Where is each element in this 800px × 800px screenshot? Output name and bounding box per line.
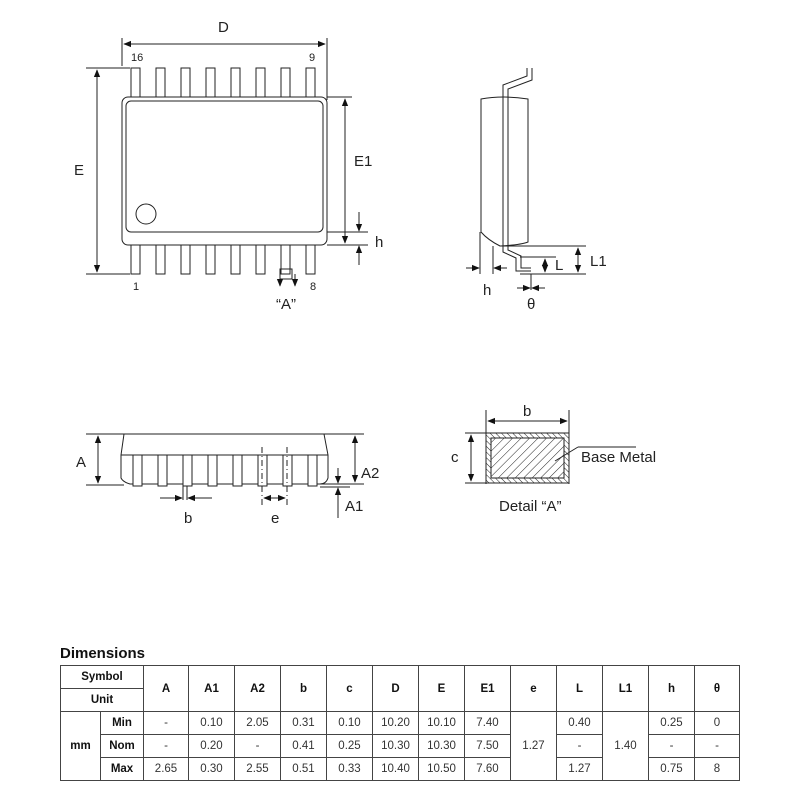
top-pins xyxy=(131,68,315,97)
cell: 0.31 xyxy=(281,712,327,735)
cell: - xyxy=(695,735,740,758)
side-view xyxy=(466,68,586,290)
dimensions-title: Dimensions xyxy=(60,645,146,662)
cell: 7.60 xyxy=(465,758,511,781)
label-D: D xyxy=(218,19,229,36)
col-L1: L1 xyxy=(603,666,649,712)
cell-e-merged: 1.27 xyxy=(511,712,557,781)
cell: 0.25 xyxy=(649,712,695,735)
cell: 10.50 xyxy=(419,758,465,781)
cell: 0.10 xyxy=(327,712,373,735)
label-e: e xyxy=(271,510,280,527)
cell: 0.33 xyxy=(327,758,373,781)
cell: 0.20 xyxy=(189,735,235,758)
pin-label-16: 16 xyxy=(131,52,144,64)
cell: - xyxy=(235,735,281,758)
label-L: L xyxy=(555,257,564,274)
cell: - xyxy=(144,712,189,735)
cell: 7.40 xyxy=(465,712,511,735)
cell: 0.40 xyxy=(557,712,603,735)
detail-a-view xyxy=(465,410,636,484)
col-h: h xyxy=(649,666,695,712)
col-E: E xyxy=(419,666,465,712)
col-L: L xyxy=(557,666,603,712)
cell: 0.51 xyxy=(281,758,327,781)
header-row xyxy=(61,666,740,689)
pin-label-8: 8 xyxy=(310,281,317,293)
col-D: D xyxy=(373,666,419,712)
table-row-min xyxy=(61,712,740,735)
cell: 0 xyxy=(695,712,740,735)
cell: 2.05 xyxy=(235,712,281,735)
front-view xyxy=(86,434,364,518)
label-L1: L1 xyxy=(590,253,607,270)
col-A2: A2 xyxy=(235,666,281,712)
cell: - xyxy=(557,735,603,758)
cell: - xyxy=(144,735,189,758)
bottom-pins xyxy=(131,245,315,274)
label-theta: θ xyxy=(527,296,536,313)
dimensions-table xyxy=(60,665,740,781)
cell: 10.30 xyxy=(419,735,465,758)
cell: 10.40 xyxy=(373,758,419,781)
label-b-detail: b xyxy=(523,403,532,420)
base-metal-label: Base Metal xyxy=(581,449,657,466)
col-A1: A1 xyxy=(189,666,235,712)
cell: 10.10 xyxy=(419,712,465,735)
cell: 0.30 xyxy=(189,758,235,781)
label-A1: A1 xyxy=(345,498,364,515)
cell: 1.27 xyxy=(557,758,603,781)
col-e: e xyxy=(511,666,557,712)
col-c: c xyxy=(327,666,373,712)
col-b: b xyxy=(281,666,327,712)
col-theta: θ xyxy=(695,666,740,712)
row-label: Nom xyxy=(101,735,144,758)
label-A2: A2 xyxy=(361,465,380,482)
cell: 7.50 xyxy=(465,735,511,758)
label-h: h xyxy=(375,234,384,251)
cell: 0.41 xyxy=(281,735,327,758)
cell-L1-merged: 1.40 xyxy=(603,712,649,781)
detail-a-callout: “A” xyxy=(276,296,296,313)
label-h-side: h xyxy=(483,282,492,299)
cell: 2.55 xyxy=(235,758,281,781)
cell: 10.30 xyxy=(373,735,419,758)
cell: - xyxy=(649,735,695,758)
label-E1: E1 xyxy=(354,153,373,170)
symbol-header: Symbol xyxy=(61,666,144,689)
cell: 0.10 xyxy=(189,712,235,735)
label-E: E xyxy=(74,162,85,179)
col-E1: E1 xyxy=(465,666,511,712)
cell: 8 xyxy=(695,758,740,781)
cell: 2.65 xyxy=(144,758,189,781)
label-A: A xyxy=(76,454,87,471)
pin-label-9: 9 xyxy=(309,52,316,64)
detail-a-caption: Detail “A” xyxy=(499,498,562,515)
row-label: Max xyxy=(101,758,144,781)
row-label: Min xyxy=(101,712,144,735)
cell: 10.20 xyxy=(373,712,419,735)
top-view xyxy=(86,38,368,286)
cell: 0.25 xyxy=(327,735,373,758)
pin-label-1: 1 xyxy=(133,281,140,293)
unit-header: Unit xyxy=(61,689,144,712)
unit-mm: mm xyxy=(61,712,101,781)
label-c: c xyxy=(451,449,459,466)
col-A: A xyxy=(144,666,189,712)
label-b: b xyxy=(184,510,193,527)
cell: 0.75 xyxy=(649,758,695,781)
